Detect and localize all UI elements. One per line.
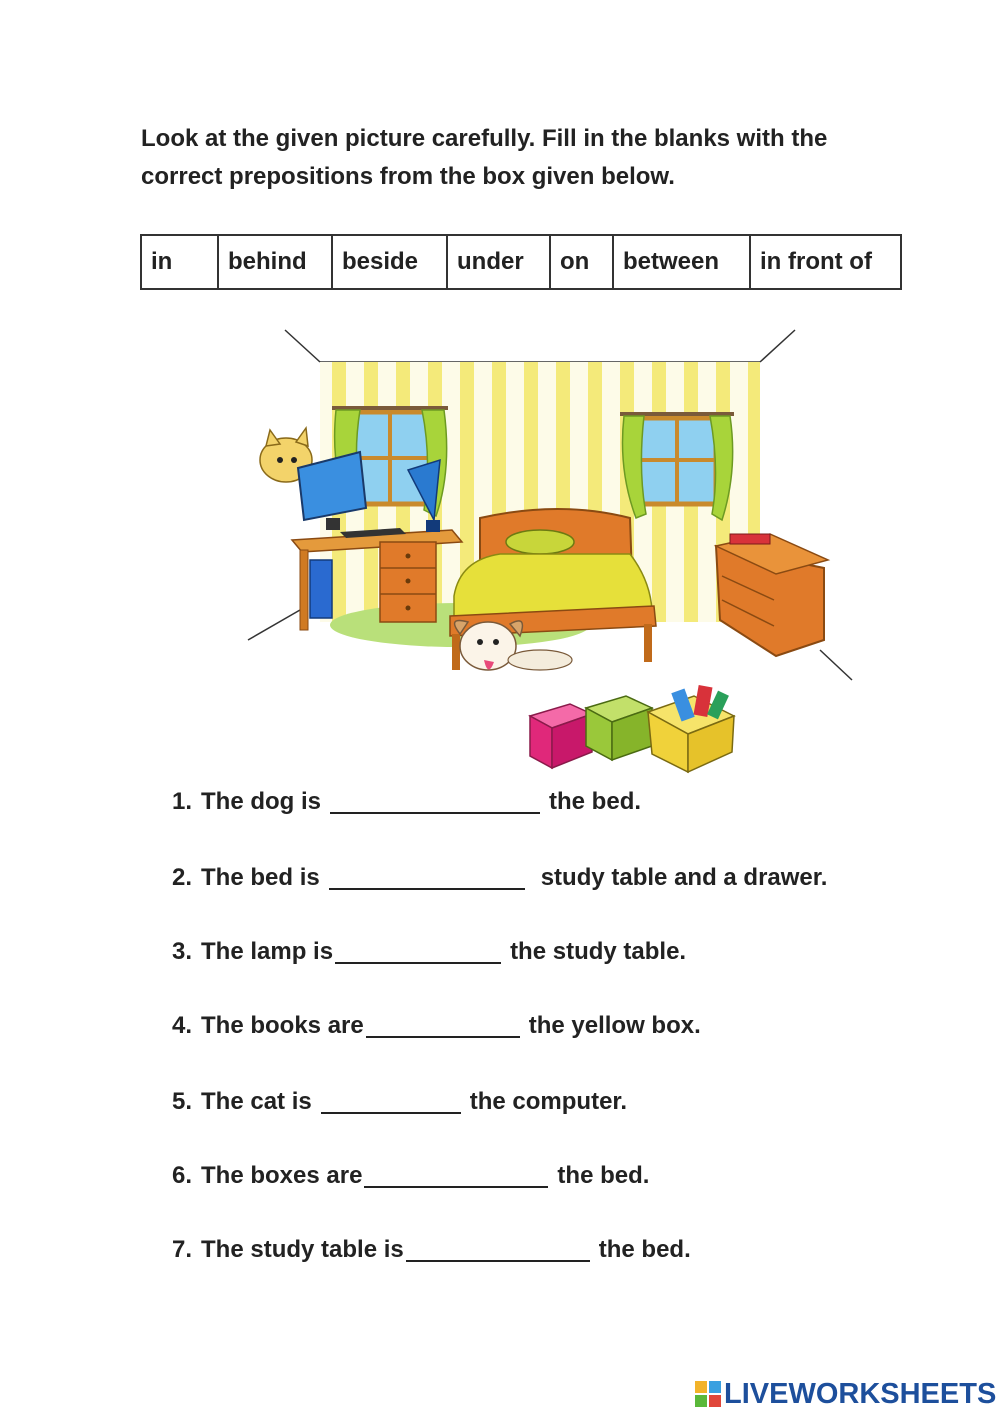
- question-5: [172, 1088, 627, 1116]
- word-cell: beside: [333, 236, 448, 288]
- question-number: 1.: [172, 788, 193, 815]
- question-text-before: The bed is: [201, 864, 320, 891]
- instructions-line-1: Look at the given picture carefully. Fill in the blanks with the: [141, 125, 828, 152]
- instructions: [141, 120, 921, 196]
- word-cell: between: [614, 236, 751, 288]
- pink-box: [530, 704, 592, 768]
- question-text-after: the bed.: [549, 788, 642, 815]
- right-window: [620, 414, 734, 520]
- question-text-before: The cat is: [201, 1088, 312, 1115]
- question-number: 6.: [172, 1162, 193, 1189]
- word-cell: on: [551, 236, 614, 288]
- boxes: [530, 685, 734, 772]
- question-text-after: the bed.: [557, 1162, 650, 1189]
- word-cell: in front of: [760, 248, 872, 275]
- question-6: [172, 1162, 649, 1190]
- drawer-chest: [716, 534, 828, 656]
- question-text-after: the computer.: [469, 1088, 628, 1115]
- liveworksheets-logo-icon: [695, 1381, 721, 1407]
- question-text-before: The lamp is: [201, 938, 334, 965]
- question-2: [172, 864, 827, 892]
- question-1: [172, 788, 641, 816]
- brand-name: LIVEWORKSHEETS: [724, 1377, 997, 1410]
- word-cell: behind: [219, 236, 333, 288]
- question-number: 3.: [172, 938, 193, 965]
- question-text-after: study table and a drawer.: [540, 864, 828, 891]
- question-text-before: The books are: [201, 1012, 364, 1039]
- word-cell: under: [448, 236, 551, 288]
- question-4: [172, 1012, 701, 1040]
- answer-blank[interactable]: [330, 790, 540, 814]
- instructions-line-2: correct prepositions from the box given below.: [141, 163, 675, 190]
- question-3: [172, 938, 686, 966]
- word-cell: in: [142, 236, 219, 288]
- answer-blank[interactable]: [335, 940, 501, 964]
- answer-blank[interactable]: [329, 866, 525, 890]
- bedroom-illustration: [240, 320, 860, 780]
- question-text-after: the yellow box.: [528, 1012, 701, 1039]
- answer-blank[interactable]: [366, 1014, 520, 1038]
- question-text-after: the study table.: [510, 938, 687, 965]
- question-number: 7.: [172, 1236, 193, 1263]
- yellow-box: [648, 685, 734, 772]
- liveworksheets-branding[interactable]: [695, 1377, 996, 1411]
- green-box: [586, 696, 652, 760]
- question-text-after: the bed.: [598, 1236, 691, 1263]
- question-number: 4.: [172, 1012, 193, 1039]
- question-text-before: The study table is: [201, 1236, 404, 1263]
- question-number: 5.: [172, 1088, 193, 1115]
- question-number: 2.: [172, 864, 193, 891]
- answer-blank[interactable]: [321, 1090, 461, 1114]
- answer-blank[interactable]: [406, 1238, 590, 1262]
- word-box: [140, 234, 902, 290]
- answer-blank[interactable]: [364, 1164, 548, 1188]
- question-text-before: The dog is: [201, 788, 322, 815]
- question-text-before: The boxes are: [201, 1162, 363, 1189]
- question-7: [172, 1236, 691, 1264]
